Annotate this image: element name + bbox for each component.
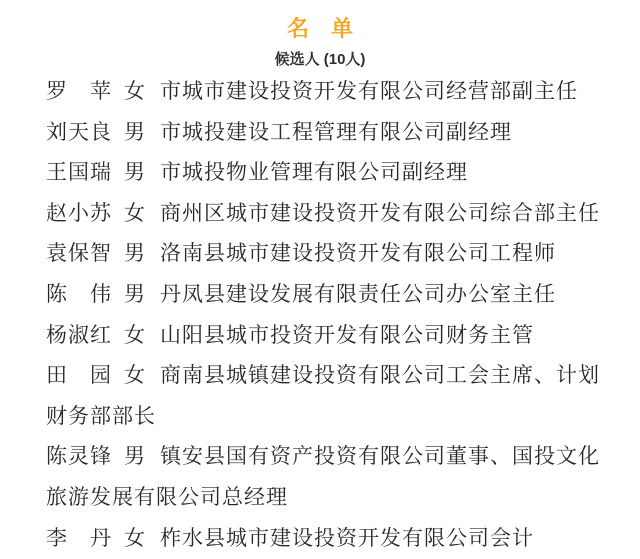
candidate-title: 市城投建设工程管理有限公司副经理 xyxy=(160,120,512,144)
candidate-row xyxy=(46,194,614,235)
candidate-list xyxy=(46,72,614,559)
candidate-row xyxy=(46,356,614,437)
candidate-gender: 男 xyxy=(124,161,146,185)
candidate-name: 杨淑红 xyxy=(46,323,112,347)
candidate-row xyxy=(46,275,614,316)
candidate-title: 山阳县城市投资开发有限公司财务主管 xyxy=(160,323,534,347)
candidate-title: 镇安县国有资产投资有限公司董事、国投文化旅游发展有限公司总经理 xyxy=(46,445,600,509)
candidate-title: 市城投物业管理有限公司副经理 xyxy=(160,161,468,185)
candidate-gender: 男 xyxy=(124,445,146,469)
candidate-gender: 男 xyxy=(124,120,146,144)
candidate-gender: 男 xyxy=(124,282,146,306)
candidate-title: 市城市建设投资开发有限公司经营部副主任 xyxy=(160,80,578,103)
candidate-name: 王国瑞 xyxy=(46,161,112,185)
candidate-name: 田园 xyxy=(46,364,112,388)
candidate-gender: 女 xyxy=(124,364,146,388)
candidate-name: 袁保智 xyxy=(46,242,112,266)
candidate-name: 陈伟 xyxy=(46,282,112,306)
candidate-row xyxy=(46,519,614,559)
candidate-row xyxy=(46,72,614,113)
candidate-title: 柞水县城市建设投资开发有限公司会计 xyxy=(160,526,534,550)
candidate-title: 洛南县城市建设投资开发有限公司工程师 xyxy=(160,242,556,266)
candidate-name: 李丹 xyxy=(46,526,112,550)
page-title: 名 单 xyxy=(286,16,353,41)
candidate-gender: 女 xyxy=(124,526,146,550)
candidate-gender: 女 xyxy=(124,201,146,225)
candidate-name: 罗苹 xyxy=(46,80,112,103)
candidate-name: 赵小苏 xyxy=(46,201,112,225)
candidate-title: 丹凤县建设发展有限责任公司办公室主任 xyxy=(160,282,556,306)
candidate-title: 商州区城市建设投资开发有限公司综合部主任 xyxy=(160,201,600,225)
candidate-row xyxy=(46,234,614,275)
candidate-gender: 女 xyxy=(124,323,146,347)
candidate-title: 商南县城镇建设投资有限公司工会主席、计划财务部部长 xyxy=(46,364,600,428)
page-subtitle: 候选人 (10人) xyxy=(274,51,366,68)
candidate-gender: 男 xyxy=(124,242,146,266)
candidate-gender: 女 xyxy=(124,80,146,103)
candidate-name: 刘天良 xyxy=(46,120,112,144)
candidate-row xyxy=(46,153,614,194)
candidate-row xyxy=(46,113,614,154)
candidate-name: 陈灵锋 xyxy=(46,445,112,469)
candidate-row xyxy=(46,316,614,357)
candidate-row xyxy=(46,437,614,518)
